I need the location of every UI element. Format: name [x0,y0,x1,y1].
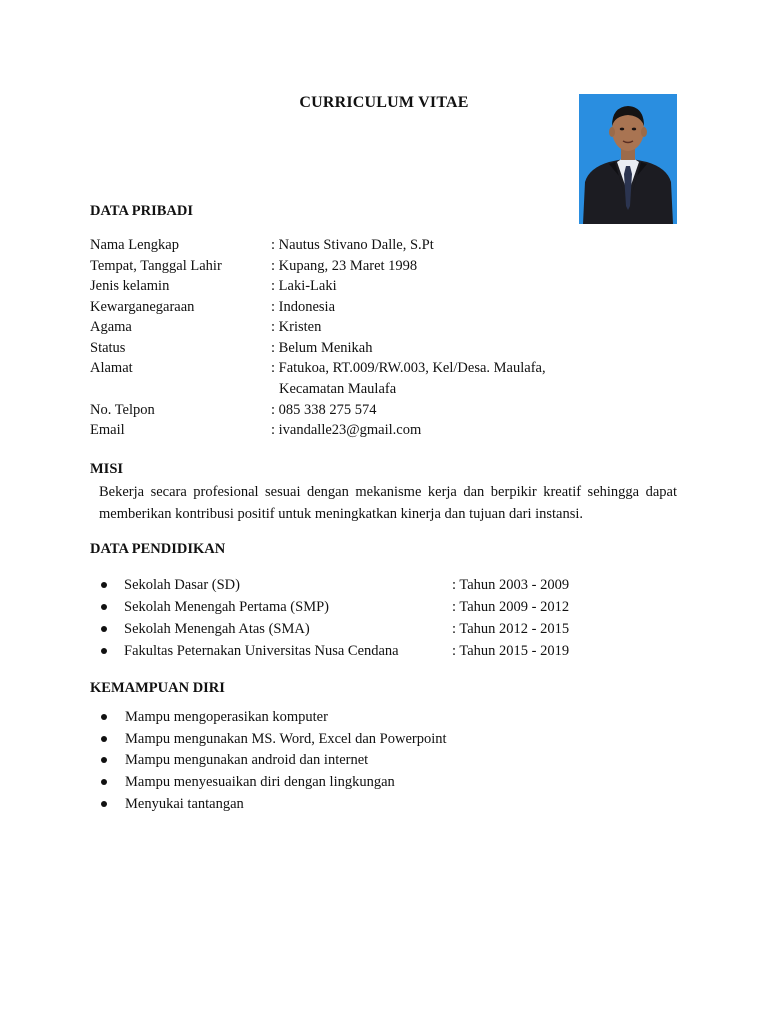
personal-label: Nama Lengkap [90,237,179,253]
bullet-icon [101,648,107,654]
personal-label: Kewarganegaraan [90,299,195,315]
personal-value: : Indonesia [271,299,336,315]
personal-value: : Fatukoa, RT.009/RW.003, Kel/Desa. Maulafa, [271,360,546,376]
skill-text: Mampu mengunakan android dan internet [125,752,369,768]
education-school: Fakultas Peternakan Universitas Nusa Cendana [124,643,399,659]
education-school: Sekolah Dasar (SD) [124,577,240,593]
kemampuan-heading: KEMAMPUAN DIRI [90,680,225,696]
bullet-icon [101,779,107,785]
personal-value: : ivandalle23@gmail.com [271,422,422,438]
personal-label: No. Telpon [90,402,155,418]
bullet-icon [101,582,107,588]
skill-text: Mampu mengunakan MS. Word, Excel dan Powerpoint [125,731,447,747]
pendidikan-heading: DATA PENDIDIKAN [90,541,226,557]
personal-label: Jenis kelamin [90,278,170,294]
personal-value: : Nautus Stivano Dalle, S.Pt [271,237,434,253]
address-continuation: Kecamatan Maulafa [279,381,397,397]
profile-photo [579,94,677,224]
misi-text: Bekerja secara profesional sesuai dengan mekanisme kerja dan berpikir kreatif sehingga dapat memberikan kontribusi positif untuk meningkatkan kinerja dan tujuan dari instansi. [99,484,677,522]
personal-row-name [90,235,690,255]
bullet-icon [101,757,107,763]
personal-value: : Laki-Laki [271,278,337,294]
personal-row-email [90,420,690,440]
bullet-icon [101,604,107,610]
profile-photo-illustration [579,94,677,224]
education-years: : Tahun 2015 - 2019 [452,643,570,659]
personal-label: Agama [90,319,132,335]
bullet-icon [101,714,107,720]
misi-heading: MISI [90,461,124,477]
personal-value: : Kupang, 23 Maret 1998 [271,258,418,274]
personal-row-status [90,338,690,358]
personal-row-address [90,358,690,378]
skill-text: Mampu menyesuaikan diri dengan lingkungan [125,774,395,790]
education-years: : Tahun 2003 - 2009 [452,577,570,593]
data-pribadi-heading: DATA PRIBADI [90,203,193,219]
bullet-icon [101,626,107,632]
personal-row-religion [90,317,690,337]
personal-row-phone [90,400,690,420]
personal-label: Status [90,340,126,356]
personal-row-nationality [90,297,690,317]
bullet-icon [101,736,107,742]
personal-label: Alamat [90,360,133,376]
personal-row-birth [90,256,690,276]
bullet-icon [101,801,107,807]
personal-value: : Belum Menikah [271,340,373,356]
personal-value: : Kristen [271,319,322,335]
education-school: Sekolah Menengah Atas (SMA) [124,621,310,637]
education-school: Sekolah Menengah Pertama (SMP) [124,599,329,615]
page-title: CURRICULUM VITAE [299,94,469,111]
personal-value: : 085 338 275 574 [271,402,377,418]
skill-text: Mampu mengoperasikan komputer [125,709,328,725]
skill-text: Menyukai tantangan [125,796,244,812]
personal-row-gender [90,276,690,296]
personal-label: Tempat, Tanggal Lahir [90,258,222,274]
education-years: : Tahun 2012 - 2015 [452,621,570,637]
personal-label: Email [90,422,125,438]
education-years: : Tahun 2009 - 2012 [452,599,570,615]
